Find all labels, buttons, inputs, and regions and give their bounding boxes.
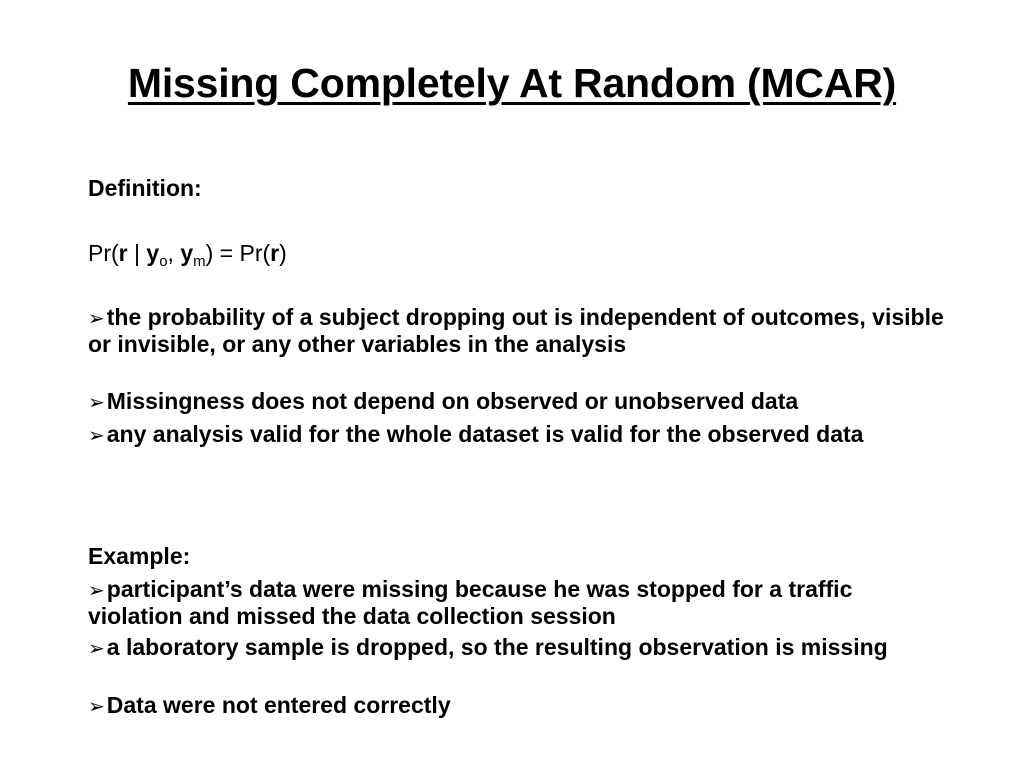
arrow-bullet-icon: ➢ [88,696,105,718]
definition-bullet-1 [88,305,948,357]
definition-bullet-2 [88,389,948,416]
arrow-bullet-icon: ➢ [88,638,105,660]
bullet-text: any analysis valid for the whole dataset is valid for the observed data [106,421,864,447]
formula-equals: ) = Pr( [205,240,271,266]
mcar-formula [88,240,287,270]
example-bullet-3 [88,693,948,720]
definition-label: Definition: [88,175,202,201]
example-bullet-1 [88,577,948,629]
example-bullet-2 [88,635,948,662]
formula-close: ) [279,240,287,266]
bullet-text: Missingness does not depend on observed or unobserved data [106,388,799,414]
formula-y-observed: y [146,240,160,266]
definition-bullet-3 [88,422,948,449]
example-label: Example: [88,543,191,569]
formula-r2: r [270,240,280,266]
formula-sub-m: m [193,253,206,270]
bullet-text: Data were not entered correctly [106,692,451,718]
arrow-bullet-icon: ➢ [88,580,105,602]
arrow-bullet-icon: ➢ [88,392,105,414]
bullet-text: the probability of a subject dropping out is independent of outcomes, visible or invisible, or any other variables in the analysis [88,304,944,357]
formula-sub-o: o [159,253,168,270]
bullet-text: participant’s data were missing because he was stopped for a traffic violation and missed the data collection session [88,576,853,629]
formula-bar: | [127,240,147,266]
formula-pr-open: Pr( [88,240,119,266]
formula-comma: , [167,240,181,266]
arrow-bullet-icon: ➢ [88,425,105,447]
slide-title: Missing Completely At Random (MCAR) [127,60,897,106]
arrow-bullet-icon: ➢ [88,308,105,330]
bullet-text: a laboratory sample is dropped, so the resulting observation is missing [106,634,888,660]
formula-y-missing: y [180,240,194,266]
formula-r: r [118,240,128,266]
